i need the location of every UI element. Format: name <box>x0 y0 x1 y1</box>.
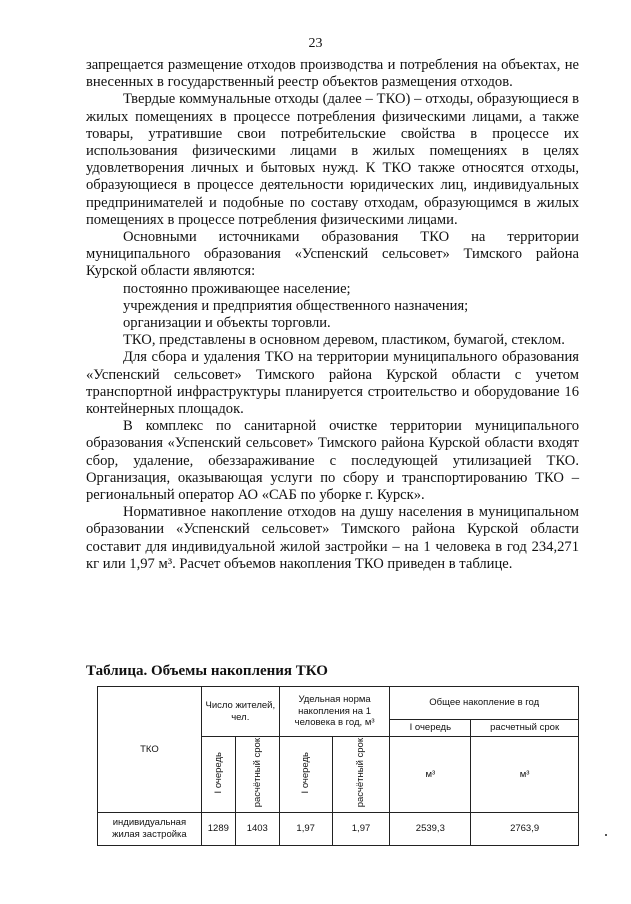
cell-total-first: 2539,3 <box>390 812 471 845</box>
table-title: Таблица. Объемы накопления ТКО <box>86 663 328 679</box>
header-total-first: I очередь <box>390 720 471 737</box>
paragraph: ТКО, представлены в основном деревом, пластиком, бумагой, стеклом. <box>123 332 565 349</box>
header-unit-first: м³ <box>390 737 471 813</box>
list-item: организации и объекты торговли. <box>123 315 331 332</box>
header-unit-calc: м³ <box>471 737 579 813</box>
paragraph: Твердые коммунальные отходы (далее – ТКО) – отходы, образующиеся в жилых помещениях в процессе потребления физическими лицами, а также товары, утратившие свои потребительские свойства в процессе их использования физическими лицами в жилых помещениях в целях удовлетворения личных и бытовых нужд. К ТКО также относятся отходы, образующиеся в процессе деятельности юридических лиц, индивидуальных предпринимателей и подобные по составу отходам, образующимся в жилых помещениях в процессе потребления физическими лицами. <box>86 91 579 228</box>
scan-mark <box>605 834 607 836</box>
header-residents-first: I очередь <box>201 737 235 813</box>
header-norm: Удельная норма накопления на 1 человека в год, м³ <box>279 687 390 737</box>
header-residents: Число жителей, чел. <box>201 687 279 737</box>
cell-residents-calc: 1403 <box>235 812 279 845</box>
header-tko: ТКО <box>98 687 202 813</box>
header-residents-calc: расчётный срок <box>235 737 279 813</box>
paragraph: Нормативное накопление отходов на душу населения в муниципальном образовании «Успенский сельсовет» Тимского района Курской области составит для индивидуальной жилой застройки – на 1 человека в год 234,271 кг или 1,97 м³. Расчет объемов накопления ТКО приведен в таблице. <box>86 504 579 572</box>
paragraph: Основными источниками образования ТКО на территории муниципального образования «Успенский сельсовет» Тимского района Курской области являются: <box>86 229 579 280</box>
header-norm-first: I очередь <box>279 737 332 813</box>
header-total-calc: расчетный срок <box>471 720 579 737</box>
header-norm-calc: расчётный срок <box>332 737 390 813</box>
paragraph: запрещается размещение отходов производства и потребления на объектах, не внесенных в государственный реестр объектов размещения отходов. <box>86 57 579 91</box>
tko-table <box>97 686 579 846</box>
list-item: постоянно проживающее население; <box>123 280 351 297</box>
body-text <box>86 57 579 573</box>
cell-norm-first: 1,97 <box>279 812 332 845</box>
table-row <box>98 812 579 845</box>
page-number: 23 <box>308 36 323 51</box>
row-label: индивидуальная жилая застройка <box>98 812 202 845</box>
paragraph: В комплекс по санитарной очистке территории муниципального образования «Успенский сельсовет» Тимского района Курской области входят сбор, удаление, обеззараживание с последующей утилизацией ТКО. Организация, оказывающая услуги по сбору и транспортированию ТКО – региональный оператор АО «САБ по уборке г. Курск». <box>86 418 579 504</box>
header-total: Общее накопление в год <box>390 687 579 720</box>
list-item: учреждения и предприятия общественного назначения; <box>123 297 469 314</box>
cell-norm-calc: 1,97 <box>332 812 390 845</box>
cell-residents-first: 1289 <box>201 812 235 845</box>
paragraph: Для сбора и удаления ТКО на территории муниципального образования «Успенский сельсовет» Тимского района Курской области с учетом транспортной инфраструктуры планируется строительство и оборудование 16 контейнерных площадок. <box>86 349 579 418</box>
cell-total-calc: 2763,9 <box>471 812 579 845</box>
